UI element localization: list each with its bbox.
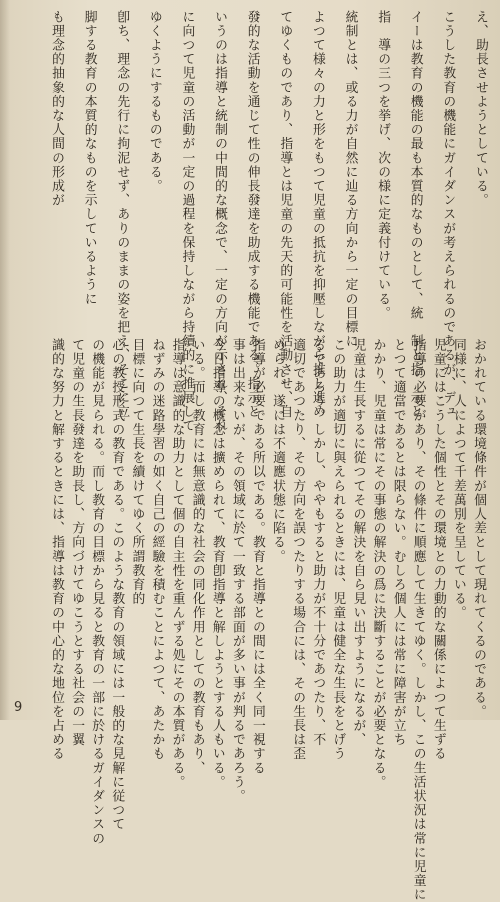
text-column: 發的な活動を通じて性の伸長發達を助成する機能である。指示と: [244, 10, 260, 419]
text-column: に向つて児童の活動が一定の過程を保持しながら持續的に推展して: [179, 10, 195, 433]
text-column: かかり、児童は常にその事態の解決の爲に決斷することが必要となる。: [370, 338, 386, 790]
text-column: いうのは指導と統制の中間的な概念で、一定の方向が示され、それ: [212, 10, 228, 433]
lower-text-block: [48, 338, 486, 902]
text-column: 卽ち、理念の先行に拘泥せず、ありのままの姿を把え、そこに立: [114, 10, 130, 419]
text-column: 指導の必要があり、その條件に順應して生きてゆく。しかし、この生活状況は常に児童に: [410, 338, 426, 902]
text-column: とつて適當であるとは限らない。むしろ個人には常に障害が立ち: [390, 338, 406, 747]
text-column: 心の教授形式の教育である。このような教育の領域には一般的な見解に従つて: [109, 338, 125, 832]
text-column: て児童の生長發達を助長し、方向づけてゆこうとする社会の一翼: [69, 338, 85, 747]
text-column: いる。而し教育には無意識的な社会の同化作用としての教育もあり、: [189, 338, 205, 776]
text-column: るであろう。しかし、ややもすると助力が不十分であつたり、不: [310, 338, 326, 747]
text-column: 適切であつたり、その方向を誤つたりする場合には、その生長は歪: [290, 338, 306, 761]
text-column: こうした教育の機能にガイダンスが考えられるのであるが、デュ: [440, 10, 456, 419]
text-column: 事は出来ないが、その領域に於て一致する部面が多い事が判るであろう。: [229, 338, 245, 804]
text-column: 識的な努力と解するときには、指導は教育の中心的な地位を占める: [49, 338, 64, 761]
text-column: 脚する教育の本質的なものを示しているように: [81, 10, 97, 307]
text-column: ねずみの迷路學習の如く自己の經驗を積むことによつて、あたかも: [149, 338, 165, 761]
text-column: ゆくようにするものである。: [146, 10, 162, 194]
text-column: イーは教育の機能の最も本質的なものとして、統 制と指 示と: [407, 10, 423, 419]
text-column: められ、遂には不適應状態に陷る。: [270, 338, 286, 564]
text-column: よつて様々の力と形をもつて児童の抵抗を抑壓しながら推し進め: [309, 10, 325, 419]
text-column: え、助長させようとしている。: [472, 10, 488, 208]
binding-shadow: [0, 0, 10, 720]
text-column: 指 導の三つを挙げ、次の様に定義付けている。: [375, 10, 391, 321]
page-number: 9: [14, 700, 23, 715]
text-column: 統制とは、或る力が自然に辿る方向から一定の目標に: [342, 10, 358, 349]
text-column: 目標に向つて生長を續けてゆく所謂教育的: [129, 338, 145, 606]
text-column: 児童は生長するに從つてその解決を自ら見い出すようになるが、: [350, 338, 366, 747]
text-column: おかれている環境條件が個人差として現れてくるのである。: [470, 338, 486, 719]
text-column: 指導が必要である所以である。教育と指導との間には全く同一視する: [249, 338, 265, 776]
upper-text-block: [48, 10, 488, 433]
text-column: 児童にはこうした個性とその環境との力動的な關係によつて生ずる: [430, 338, 446, 761]
text-column: 指導は意識的な助力として個の自主性を重んずる処にその本質がある。: [169, 338, 185, 790]
text-column: も理念的抽象的な人間の形成が: [49, 10, 64, 208]
text-column: この助力が適切に與えられるときには、児童は健全な生長をとげう: [330, 338, 346, 761]
text-column: てゆくものであり、指導とは児童の先天的可能性を活動させ、自: [277, 10, 293, 419]
text-column: の機能が見られる。而し教育の目標から見ると教育の一部に於けるガイダンスの: [89, 338, 105, 846]
text-column: 同様に、人によつて千差萬別を呈している。: [450, 338, 466, 620]
text-column: 今日指導の概念は擴められて、教育卽指導と解しようとする人もいる。: [209, 338, 225, 790]
